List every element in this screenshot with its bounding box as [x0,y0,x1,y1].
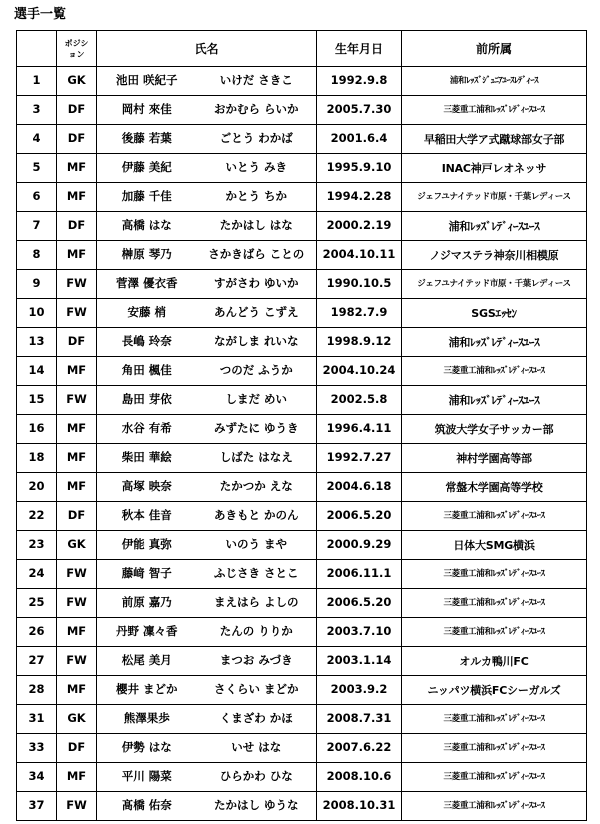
player-birthdate: 2004.10.24 [317,357,402,386]
player-birthdate: 2008.10.6 [317,763,402,792]
player-previous-club: 浦和ﾚｯｽﾞﾚﾃﾞｨｰｽﾕｰｽ [402,328,587,357]
player-number: 31 [17,705,57,734]
player-name: 伊藤 美紀 [97,154,197,183]
player-name: 髙橋 佑奈 [97,792,197,821]
player-position: FW [57,386,97,415]
player-name: 島田 芽依 [97,386,197,415]
player-position: FW [57,792,97,821]
player-position: DF [57,125,97,154]
table-row [17,734,587,763]
player-name-reading: いけだ さきこ [197,67,317,96]
player-number: 1 [17,67,57,96]
player-position: MF [57,618,97,647]
player-birthdate: 2001.6.4 [317,125,402,154]
player-name-reading: あんどう こずえ [197,299,317,328]
player-position: MF [57,154,97,183]
player-birthdate: 1995.9.10 [317,154,402,183]
player-birthdate: 2006.5.20 [317,589,402,618]
player-position: MF [57,444,97,473]
player-name: 後藤 若葉 [97,125,197,154]
player-position: MF [57,241,97,270]
player-name-reading: たんの りりか [197,618,317,647]
player-name-reading: たかはし はな [197,212,317,241]
player-number: 37 [17,792,57,821]
player-birthdate: 1998.9.12 [317,328,402,357]
player-previous-club: 神村学園高等部 [402,444,587,473]
table-row [17,618,587,647]
player-position: MF [57,676,97,705]
player-position: FW [57,647,97,676]
player-number: 26 [17,618,57,647]
player-position: FW [57,560,97,589]
player-name: 高塚 映奈 [97,473,197,502]
table-row [17,154,587,183]
player-position: GK [57,531,97,560]
player-name: 丹野 凜々香 [97,618,197,647]
player-number: 10 [17,299,57,328]
player-previous-club: 常盤木学園高等学校 [402,473,587,502]
name-column-header: 氏名 [97,31,317,67]
player-number: 9 [17,270,57,299]
player-previous-club: 三菱重工浦和ﾚｯｽﾞﾚﾃﾞｨｰｽﾕｰｽ [402,560,587,589]
player-birthdate: 2007.6.22 [317,734,402,763]
roster-body [17,67,587,821]
table-row [17,763,587,792]
player-position: GK [57,67,97,96]
player-birthdate: 2004.6.18 [317,473,402,502]
player-previous-club: 早稲田大学ア式蹴球部女子部 [402,125,587,154]
table-row [17,676,587,705]
player-name-reading: さかきばら ことの [197,241,317,270]
player-name-reading: しまだ めい [197,386,317,415]
player-number: 27 [17,647,57,676]
player-name: 安藤 梢 [97,299,197,328]
player-birthdate: 1990.10.5 [317,270,402,299]
player-name: 熊澤果歩 [97,705,197,734]
player-name-reading: さくらい まどか [197,676,317,705]
player-name: 松尾 美月 [97,647,197,676]
table-row [17,96,587,125]
birthdate-column-header: 生年月日 [317,31,402,67]
table-row [17,444,587,473]
player-birthdate: 1992.7.27 [317,444,402,473]
player-name-reading: たかつか えな [197,473,317,502]
player-previous-club: ノジマステラ神奈川相模原 [402,241,587,270]
player-number: 8 [17,241,57,270]
player-position: GK [57,705,97,734]
player-position: MF [57,415,97,444]
player-birthdate: 1982.7.9 [317,299,402,328]
player-position: FW [57,589,97,618]
player-name: 菅澤 優衣香 [97,270,197,299]
player-position: MF [57,183,97,212]
player-previous-club: 三菱重工浦和ﾚｯｽﾞﾚﾃﾞｨｰｽﾕｰｽ [402,618,587,647]
player-position: DF [57,734,97,763]
table-row [17,386,587,415]
table-row [17,531,587,560]
player-birthdate: 1996.4.11 [317,415,402,444]
player-birthdate: 2004.10.11 [317,241,402,270]
player-birthdate: 2003.1.14 [317,647,402,676]
player-number: 25 [17,589,57,618]
player-name: 平川 陽菜 [97,763,197,792]
player-previous-club: ジェフユナイテッド市原・千葉レディース [402,183,587,212]
player-position: FW [57,270,97,299]
player-birthdate: 2008.10.31 [317,792,402,821]
player-previous-club: 浦和ﾚｯｽﾞﾚﾃﾞｨｰｽﾕｰｽ [402,386,587,415]
player-name: 柴田 華絵 [97,444,197,473]
player-birthdate: 2006.5.20 [317,502,402,531]
table-row [17,67,587,96]
player-name-reading: たかはし ゆうな [197,792,317,821]
player-birthdate: 2008.7.31 [317,705,402,734]
player-previous-club: 筑波大学女子サッカー部 [402,415,587,444]
player-number: 23 [17,531,57,560]
player-name-reading: くまざわ かほ [197,705,317,734]
player-number: 33 [17,734,57,763]
player-number: 28 [17,676,57,705]
player-number: 14 [17,357,57,386]
player-name-reading: おかむら らいか [197,96,317,125]
table-row [17,647,587,676]
player-name-reading: いのう まや [197,531,317,560]
player-name-reading: いとう みき [197,154,317,183]
player-previous-club: 三菱重工浦和ﾚｯｽﾞﾚﾃﾞｨｰｽﾕｰｽ [402,792,587,821]
player-name-reading: かとう ちか [197,183,317,212]
player-name: 伊能 真弥 [97,531,197,560]
player-number: 13 [17,328,57,357]
position-header-line2: ョン [68,49,85,59]
table-row [17,241,587,270]
player-name: 秋本 佳音 [97,502,197,531]
player-number: 16 [17,415,57,444]
table-row [17,357,587,386]
player-birthdate: 1994.2.28 [317,183,402,212]
player-position: MF [57,473,97,502]
player-name: 櫻井 まどか [97,676,197,705]
player-name: 前原 嘉乃 [97,589,197,618]
player-name-reading: すがさわ ゆいか [197,270,317,299]
player-previous-club: 三菱重工浦和ﾚｯｽﾞﾚﾃﾞｨｰｽﾕｰｽ [402,96,587,125]
player-previous-club: 三菱重工浦和ﾚｯｽﾞﾚﾃﾞｨｰｽﾕｰｽ [402,734,587,763]
player-name-reading: いせ はな [197,734,317,763]
table-header-row [17,31,587,67]
player-number: 6 [17,183,57,212]
player-name-reading: まつお みづき [197,647,317,676]
player-previous-club: 三菱重工浦和ﾚｯｽﾞﾚﾃﾞｨｰｽﾕｰｽ [402,705,587,734]
player-birthdate: 2002.5.8 [317,386,402,415]
player-position: DF [57,96,97,125]
table-row [17,270,587,299]
player-name-reading: みずたに ゆうき [197,415,317,444]
player-previous-club: 三菱重工浦和ﾚｯｽﾞﾚﾃﾞｨｰｽﾕｰｽ [402,502,587,531]
player-number: 7 [17,212,57,241]
player-name: 高橋 はな [97,212,197,241]
player-previous-club: 三菱重工浦和ﾚｯｽﾞﾚﾃﾞｨｰｽﾕｰｽ [402,357,587,386]
table-row [17,560,587,589]
player-name: 池田 咲紀子 [97,67,197,96]
number-column-header [17,31,57,67]
player-position: DF [57,502,97,531]
player-name: 長嶋 玲奈 [97,328,197,357]
table-row [17,705,587,734]
player-position: MF [57,357,97,386]
player-number: 5 [17,154,57,183]
player-name: 角田 楓佳 [97,357,197,386]
player-previous-club: 日体大SMG横浜 [402,531,587,560]
player-number: 18 [17,444,57,473]
player-name: 水谷 有希 [97,415,197,444]
player-birthdate: 2000.2.19 [317,212,402,241]
player-number: 15 [17,386,57,415]
table-row [17,299,587,328]
table-row [17,212,587,241]
table-row [17,502,587,531]
table-row [17,792,587,821]
player-previous-club: ニッパツ横浜FCシーガルズ [402,676,587,705]
player-position: MF [57,763,97,792]
player-name: 榊原 琴乃 [97,241,197,270]
table-row [17,183,587,212]
player-name-reading: しばた はなえ [197,444,317,473]
player-name-reading: あきもと かのん [197,502,317,531]
player-name-reading: まえはら よしの [197,589,317,618]
player-name-reading: ごとう わかば [197,125,317,154]
player-name-reading: ふじさき さとこ [197,560,317,589]
table-row [17,415,587,444]
player-position: DF [57,328,97,357]
table-row [17,589,587,618]
table-row [17,125,587,154]
player-name: 藤﨑 智子 [97,560,197,589]
player-position: FW [57,299,97,328]
page-title: 選手一覧 [14,7,67,22]
table-row [17,473,587,502]
player-name-reading: ひらかわ ひな [197,763,317,792]
player-birthdate: 2003.9.2 [317,676,402,705]
player-name: 伊勢 はな [97,734,197,763]
player-previous-club: INAC神戸レオネッサ [402,154,587,183]
player-number: 22 [17,502,57,531]
player-birthdate: 2003.7.10 [317,618,402,647]
player-birthdate: 2000.9.29 [317,531,402,560]
position-column-header [57,31,97,67]
player-number: 4 [17,125,57,154]
table-row [17,328,587,357]
player-previous-club: SGSｴｯｾﾝ [402,299,587,328]
player-birthdate: 1992.9.8 [317,67,402,96]
player-previous-club: 浦和ﾚｯｽﾞｼﾞｭﾆｱﾕｰｽﾚﾃﾞｨｰｽ [402,67,587,96]
player-number: 3 [17,96,57,125]
player-number: 20 [17,473,57,502]
player-previous-club: オルカ鴨川FC [402,647,587,676]
position-header-line1: ポジシ [64,38,89,48]
player-previous-club: 浦和ﾚｯｽﾞﾚﾃﾞｨｰｽﾕｰｽ [402,212,587,241]
player-name-reading: つのだ ふうか [197,357,317,386]
player-birthdate: 2005.7.30 [317,96,402,125]
player-name: 岡村 來佳 [97,96,197,125]
player-previous-club: 三菱重工浦和ﾚｯｽﾞﾚﾃﾞｨｰｽﾕｰｽ [402,763,587,792]
player-name-reading: ながしま れいな [197,328,317,357]
player-roster-table [16,30,587,821]
previous-club-column-header: 前所属 [402,31,587,67]
player-previous-club: ジェフユナイテッド市原・千葉レディース [402,270,587,299]
player-position: DF [57,212,97,241]
player-number: 24 [17,560,57,589]
player-number: 34 [17,763,57,792]
player-name: 加藤 千佳 [97,183,197,212]
player-previous-club: 三菱重工浦和ﾚｯｽﾞﾚﾃﾞｨｰｽﾕｰｽ [402,589,587,618]
player-birthdate: 2006.11.1 [317,560,402,589]
